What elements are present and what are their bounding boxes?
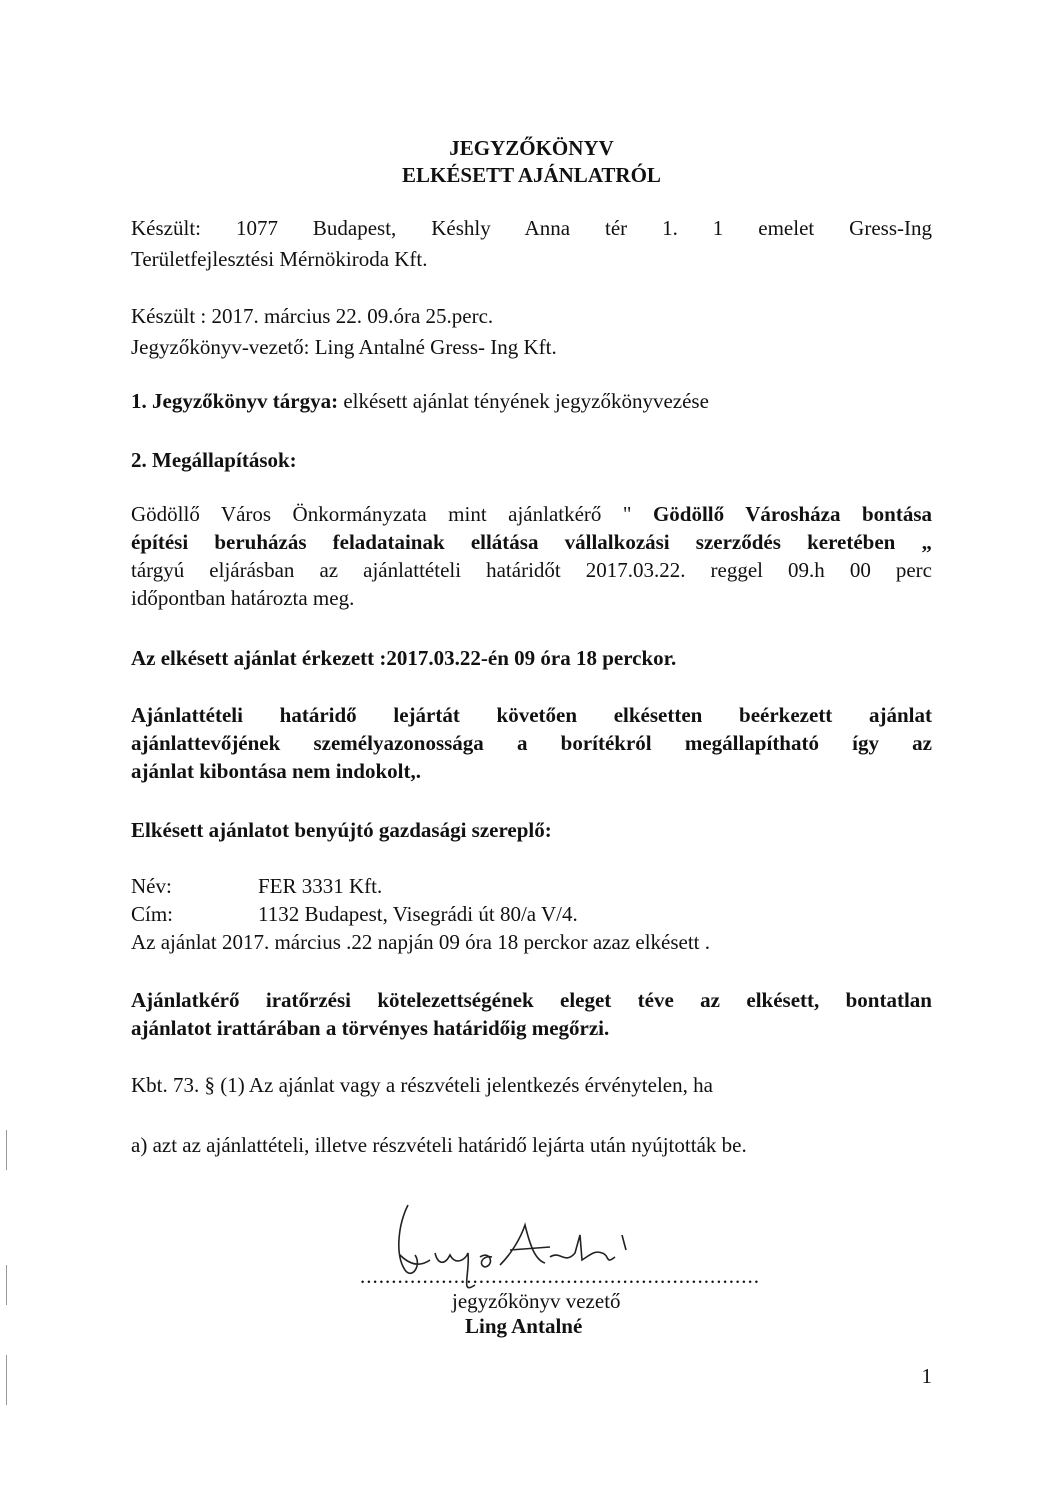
name-value: FER 3331 Kft. [258, 874, 383, 898]
page-number: 1 [921, 1364, 932, 1388]
scan-artifact [6, 1130, 7, 1170]
findings-text: Gödöllő Város Önkormányzata mint ajánlatkérő " [131, 502, 653, 526]
statement-line-3: ajánlat kibontása nem indokolt,. [131, 759, 421, 783]
signature-name: Ling Antalné [465, 1314, 583, 1338]
arrival-line: Az elkésett ajánlat érkezett :2017.03.22-én 09 óra 18 perckor. [131, 646, 677, 670]
statement-line-2: ajánlattevőjének személyazonossága a borítékról megállapítható így az [131, 731, 932, 755]
retention-line-2: ajánlatot irattárában a törvényes határidőig megőrzi. [131, 1016, 610, 1040]
findings-line-3: tárgyú eljárásban az ajánlattételi határidőt 2017.03.22. reggel 09.h 00 perc [131, 558, 932, 582]
section-2-label: 2. Megállapítások: [131, 448, 297, 472]
submitter-note: Az ajánlat 2017. március .22 napján 09 óra 18 perckor azaz elkésett . [131, 930, 711, 954]
address-label: Cím: [131, 902, 174, 926]
submitter-heading: Elkésett ajánlatot benyújtó gazdasági szereplő: [131, 818, 552, 842]
scan-artifact [6, 1265, 7, 1305]
name-label: Név: [131, 874, 172, 898]
findings-line-4: időpontban határozta meg. [131, 586, 355, 610]
address-value: 1132 Budapest, Visegrádi út 80/a V/4. [258, 902, 578, 926]
recorder-line: Jegyzőkönyv-vezető: Ling Antalné Gress- Ing Kft. [131, 335, 557, 359]
findings-line-2: építési beruházás feladatainak ellátása vállalkozási szerződés keretében „ [131, 530, 932, 554]
section-1-text: elkésett ajánlat tényének jegyzőkönyvezése [338, 389, 709, 413]
findings-bold: Gödöllő Városháza bontása [652, 502, 932, 526]
title-line-1: JEGYZŐKÖNYV [449, 136, 614, 160]
retention-line-1: Ajánlatkérő iratőrzési kötelezettségének eleget téve az elkésett, bontatlan [131, 988, 932, 1012]
law-line-2: a) azt az ajánlattételi, illetve részvételi határidő lejárta után nyújtották be. [131, 1133, 747, 1157]
title-line-2: ELKÉSETT AJÁNLATRÓL [402, 163, 661, 187]
place-line-2: Területfejlesztési Mérnökiroda Kft. [131, 247, 428, 271]
scan-artifact [6, 1355, 7, 1405]
submitter-name-row [131, 872, 932, 900]
section-1-label: 1. Jegyzőkönyv tárgya: [131, 389, 339, 413]
place-line-1: Készült: 1077 Budapest, Késhly Anna tér 1. 1 emelet Gress-Ing [131, 216, 932, 240]
section-1 [131, 387, 932, 415]
signature-line: ................................................................ [360, 1264, 760, 1288]
findings-line-1 [131, 500, 932, 528]
statement-line-1: Ajánlattételi határidő lejártát követően elkésetten beérkezett ajánlat [131, 703, 932, 727]
submitter-address-row [131, 900, 932, 928]
signature-role: jegyzőkönyv vezető [452, 1289, 621, 1313]
date-line: Készült : 2017. március 22. 09.óra 25.perc. [131, 304, 494, 328]
law-line-1: Kbt. 73. § (1) Az ajánlat vagy a részvételi jelentkezés érvénytelen, ha [131, 1073, 713, 1097]
